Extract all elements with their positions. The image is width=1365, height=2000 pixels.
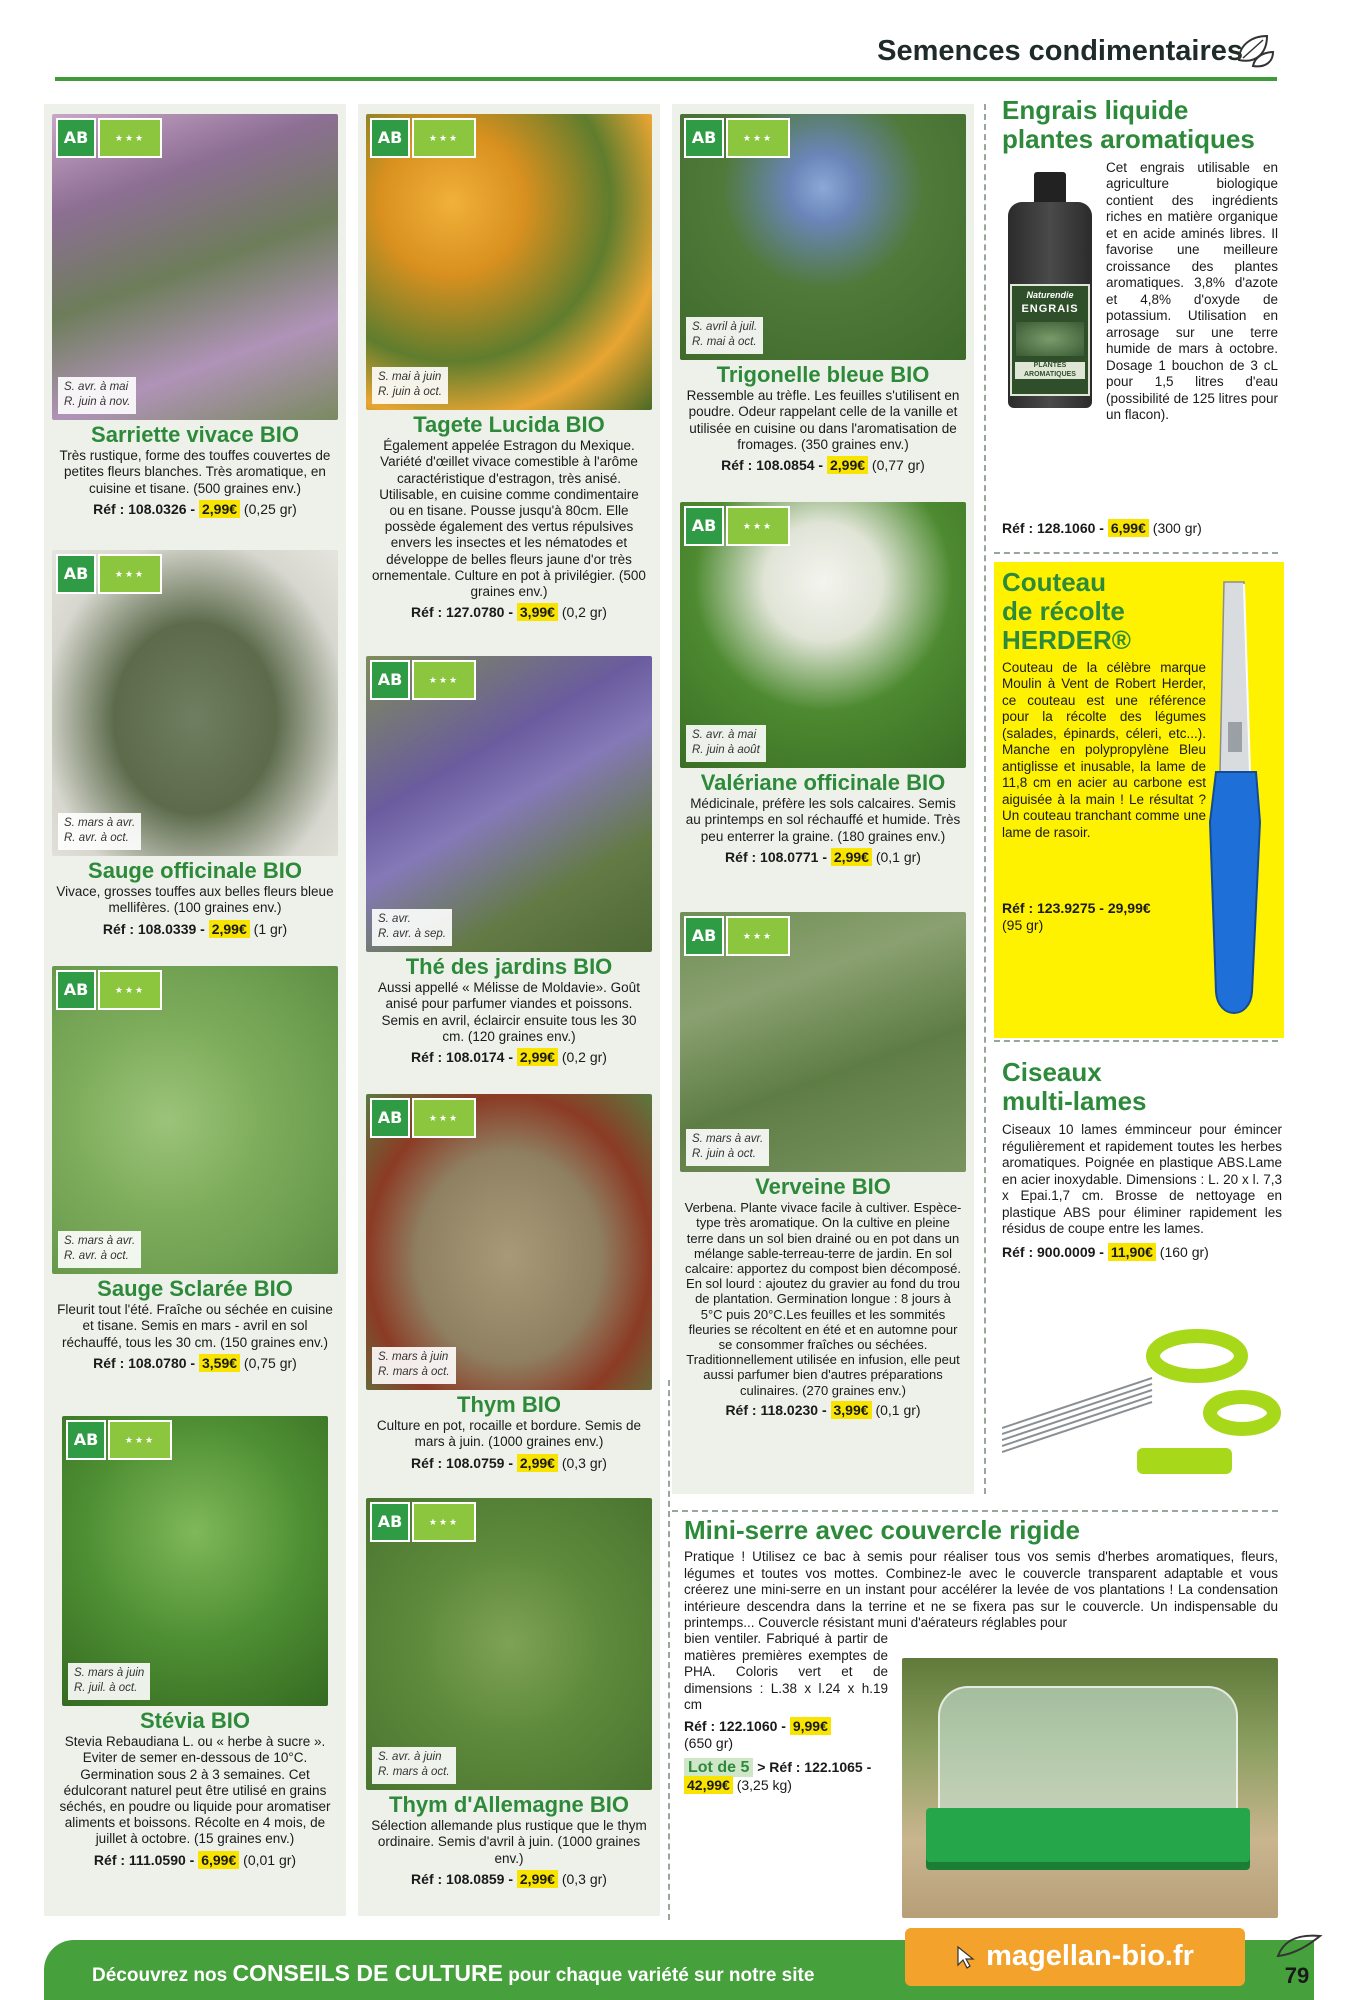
product-title: Thé des jardins BIO [405,954,613,979]
ciseaux-block [1002,1058,1282,1498]
product-title: Thym d'Allemagne BIO [389,1792,629,1817]
ab-logo: AB [66,1420,106,1460]
price-tag: 3,59€ [199,1354,240,1372]
product-card [366,1094,652,1484]
product-description: Culture en pot, rocaille et bordure. Semis de mars à juin. (1000 graines env.) [376,1418,642,1450]
miniserre-photo [902,1658,1278,1918]
couteau-title: Couteau de récolte HERDER® [1002,567,1131,656]
ab-logo: AB [370,118,410,158]
product-photo [680,912,966,1172]
price-tag: 2,99€ [517,1454,558,1472]
miniserre-text-narrow: bien ventiler. Fabriqué à partir de matières premières exemptes de PHA. Coloris vert et de dimensions : L.38 x l.24 x h.19 cm [684,1631,888,1713]
product-photo [52,114,338,420]
product-card [366,656,652,1086]
product-description: Stevia Rebaudiana L. ou « herbe à sucre ». Eviter de semer en-dessous de 10°C. Germination sous 2 à 3 semaines. Cet édulcorant naturel peut être utilisé en grains séchés, en poudre ou liquide pour aromatiser aliments et boissons. Récolte en 4 mois, de juillet à octobre. (15 graines env.) [59,1734,331,1847]
product-title: Stévia BIO [139,1708,251,1733]
calendar-note: S. mars à avr. R. avr. à oct. [58,813,141,850]
product-title: Trigonelle bleue BIO [716,362,930,387]
product-card [52,550,338,960]
page-number: 79 [1252,1930,1342,2000]
product-title: Sarriette vivace BIO [91,422,299,447]
product-ref: Réf : 118.0230 - 3,99€ (0,1 gr) [725,1401,921,1418]
engrais-ref: Réf : 128.1060 - 6,99€ (300 gr) [1002,520,1202,536]
couteau-ref: Réf : 123.9275 - 29,99€ (95 gr) [1002,900,1151,934]
eu-organic-logo: ★★★ [108,1420,172,1460]
product-description: Très rustique, forme des touffes couvertes de petites fleurs blanches. Très aromatique, en cuisine et tisane. (500 graines env.) [59,448,331,496]
couteau-block [994,562,1284,1038]
price-tag: 2,99€ [517,1870,558,1888]
divider [994,552,1278,554]
product-ref: Réf : 108.0339 - 2,99€ (1 gr) [102,920,288,937]
product-title: Sauge officinale BIO [88,858,302,883]
couteau-text: Couteau de la célèbre marque Moulin à Vent de Robert Herder, ce couteau est une référence pour la récolte des légumes (salades, épinards, céleri, etc...). Manche en polypropylène Bleu antiglisse et inusable, la lame de 11,8 cm en acier au carbone est aiguisée à la main ! Le résultat ? Un couteau tranchant comme une lame de rasoir. [1002,660,1206,840]
product-photo [680,502,966,768]
leaf-decoration-icon [1274,1930,1324,1960]
product-title: Sauge Sclarée BIO [97,1276,293,1301]
product-ref: Réf : 108.0174 - 2,99€ (0,2 gr) [411,1048,607,1065]
price-tag: 6,99€ [198,1851,239,1869]
miniserre-block [684,1516,1278,1920]
price-tag: 42,99€ [684,1776,733,1794]
site-link[interactable]: magellan-bio.fr [905,1928,1245,1986]
product-card [680,912,966,1488]
product-card [366,1498,652,1912]
product-photo [62,1416,328,1706]
product-photo [52,966,338,1274]
eu-organic-logo: ★★★ [412,1098,476,1138]
engrais-block [1002,96,1278,544]
product-photo [366,1094,652,1390]
product-ref: Réf : 108.0780 - 3,59€ (0,75 gr) [93,1354,297,1371]
product-ref: Réf : 108.0771 - 2,99€ (0,1 gr) [725,848,921,865]
ciseaux-ref: Réf : 900.0009 - 11,90€ (160 gr) [1002,1243,1209,1260]
calendar-note: S. mai à juin R. juin à oct. [372,367,448,404]
ciseaux-title: Ciseaux multi-lames [1002,1057,1147,1117]
calendar-note: S. avr. à mai R. juin à nov. [58,377,136,414]
calendar-note: S. avr. à mai R. juin à août [686,725,766,762]
divider [984,104,986,1494]
product-photo [52,550,338,856]
divider [668,1380,670,1920]
product-ref: Réf : 108.0854 - 2,99€ (0,77 gr) [721,456,925,473]
product-photo [366,1498,652,1790]
ab-logo: AB [684,916,724,956]
price-tag: 9,99€ [790,1717,831,1735]
price-tag: 3,99€ [517,603,558,621]
product-card [680,502,966,902]
price-tag: 3,99€ [831,1401,872,1419]
price-tag: 2,99€ [831,848,872,866]
product-title: Verveine BIO [755,1174,891,1199]
price-tag: 2,99€ [827,456,868,474]
miniserre-text: Pratique ! Utilisez ce bac à semis pour réaliser tous vos semis d'herbes aromatiques, fleurs, légumes et toutes vos mottes. Combinez-le avec le couvercle transparent adaptable et vous créerez une mini-serre en un instant pour accélérer la levée de vos plantations ! La condensation intérieure descendra dans la terrine et ne se fixera pas sur le couvercle. Un indispensable du printemps... Couvercle résistant muni d'aérateurs réglables pour [684,1549,1278,1630]
product-photo [680,114,966,360]
divider [994,1040,1278,1042]
calendar-note: S. mars à avr. R. avr. à oct. [58,1231,141,1268]
product-photo [366,114,652,410]
ab-logo: AB [56,118,96,158]
cursor-icon [956,1945,976,1969]
product-description: Aussi appellé « Mélisse de Moldavie». Goût anisé pour parfumer viandes et poissons. Semis en avril, éclaircir ensuite tous les 30 cm. (120 graines env.) [378,980,640,1044]
price-tag: 6,99€ [1108,519,1149,537]
price-tag: 2,99€ [199,500,240,518]
calendar-note: S. mars à avr. R. juin à oct. [686,1129,769,1166]
product-ref: Réf : 108.0759 - 2,99€ (0,3 gr) [411,1454,607,1471]
eu-organic-logo: ★★★ [98,970,162,1010]
price-tag: 2,99€ [209,920,250,938]
product-title: Valériane officinale BIO [700,770,946,795]
eu-organic-logo: ★★★ [412,1502,476,1542]
eu-organic-logo: ★★★ [726,506,790,546]
product-description: Vivace, grosses touffes aux belles fleurs bleue mellifères. (100 graines env.) [56,884,334,916]
miniserre-ref: Réf : 122.1060 - 9,99€ (650 gr) [684,1718,894,1752]
product-ref: Réf : 127.0780 - 3,99€ (0,2 gr) [411,604,607,621]
header-rule [55,77,1277,81]
product-title: Thym BIO [457,1392,561,1417]
engrais-title: Engrais liquide plantes aromatiques [1002,95,1255,155]
divider [672,1510,1278,1512]
scissors-image [1002,1298,1282,1478]
calendar-note: S. avr. R. avr. à sep. [372,909,452,946]
ab-logo: AB [370,1502,410,1542]
calendar-note: S. avr. à juin R. mars à oct. [372,1747,456,1784]
miniserre-title: Mini-serre avec couvercle rigide [684,1515,1080,1545]
ab-logo: AB [684,506,724,546]
product-ref: Réf : 108.0326 - 2,99€ (0,25 gr) [93,500,297,517]
miniserre-lot: Lot de 5 > Réf : 122.1065 - 42,99€ (3,25 kg) [684,1758,894,1795]
product-card [680,114,966,494]
product-description: Également appelée Estragon du Mexique. Variété d'œillet vivace comestible à l'arôme caractéristique d'estragon, très anisé. Utilisable, en cuisine comme condimentaire ou en tisane. Pousse jusqu'à 80cm. Elle possède également des vertus répulsives envers les insectes et les nématodes et développe de belles fleurs jaune d'or très ornementale. Culture en pot à privilégier. (500 graines env.) [372,438,646,599]
product-description: Fleurit tout l'été. Fraîche ou séchée en cuisine et tisane. Semis en mars - avril en sol réchauffé, tous les 30 cm. (150 graines env.) [57,1302,333,1350]
product-description: Ressemble au trèfle. Les feuilles s'utilisent en poudre. Odeur rappelant celle de la vanille et utilisée en cuisine ou dans l'aromatisation de fromages. (350 graines env.) [686,388,960,452]
calendar-note: S. mars à juin R. juil. à oct. [68,1663,150,1700]
eu-organic-logo: ★★★ [726,118,790,158]
ab-logo: AB [370,1098,410,1138]
herb-leaf-icon [1233,30,1277,72]
eu-organic-logo: ★★★ [412,660,476,700]
product-description: Verbena. Plante vivace facile à cultiver. Espèce-type très aromatique. On la cultive en pleine terre dans un sol bien drainé ou en pot dans un mélange sable-terreau-terre de jardin. En sol calcaire: apportez du compost bien décomposé. En sol lourd : ajoutez du gravier au fond du trou de plantation. Germination longue : 8 jours à 5°C puis 20°C.Les feuilles et les sommités fleuries se récoltent en été et en automne pour se consommer fraîches ou séchées. Traditionnellement utilisée en infusion, elle peut aussi parfumer bien d'autres préparations culinaires. (270 graines env.) [684,1200,962,1398]
product-description: Sélection allemande plus rustique que le thym ordinaire. Semis d'avril à juin. (1000 graines env.) [371,1818,647,1866]
footer-text: Découvrez nos CONSEILS DE CULTURE pour chaque variété sur notre site [92,1960,815,1986]
calendar-note: S. avril à juil. R. mai à oct. [686,317,763,354]
eu-organic-logo: ★★★ [412,118,476,158]
product-description: Médicinale, préfère les sols calcaires. Semis au printemps en sol réchauffé et humide. Très peu enterrer la graine. (180 graines env.) [685,796,961,844]
engrais-bottle: Naturendie ENGRAIS PLANTES AROMATIQUES [1002,172,1098,408]
price-tag: 11,90€ [1108,1243,1156,1261]
engrais-text: Cet engrais utilisable en agriculture biologique contient des ingrédients riches en matière organique et en acide aminés libres. Il favorise une meilleure croissance des plantes aromatiques. 3,8% d'azote et 4,8% d'oxyde de potassium. Utilisation en arrosage sur une terre humide de mars à octobre. Dosage 1 bouchon de 3 cL pour 1,5 litres d'eau (possibilité de 125 litres pour un flacon). [1106,160,1278,423]
calendar-note: S. mars à juin R. mars à oct. [372,1347,456,1384]
ab-logo: AB [56,970,96,1010]
product-ref: Réf : 108.0859 - 2,99€ (0,3 gr) [411,1870,607,1887]
knife-image [1194,572,1274,1032]
product-ref: Réf : 111.0590 - 6,99€ (0,01 gr) [93,1851,297,1868]
product-card [366,114,652,644]
price-tag: 2,99€ [517,1048,558,1066]
eu-organic-logo: ★★★ [98,118,162,158]
eu-organic-logo: ★★★ [726,916,790,956]
page-title: Semences condimentaires [877,35,1243,67]
ab-logo: AB [370,660,410,700]
ciseaux-text: Ciseaux 10 lames émminceur pour émincer régulièrement et rapidement toutes les herbes aromatiques. Poignée en plastique ABS.Lame en acier inoxydable. Dimensions : L. 20 x l. 7,3 x Epai.1,7 cm. Brosse de nettoyage en plastique ABS pour éliminer rapidement les résidus de coupe entre les lames. [1002,1122,1282,1237]
eu-organic-logo: ★★★ [98,554,162,594]
product-card [52,114,338,534]
product-title: Tagete Lucida BIO [413,412,605,437]
ab-logo: AB [56,554,96,594]
product-photo [366,656,652,952]
product-card [52,1416,338,1912]
product-card [52,966,338,1406]
ab-logo: AB [684,118,724,158]
